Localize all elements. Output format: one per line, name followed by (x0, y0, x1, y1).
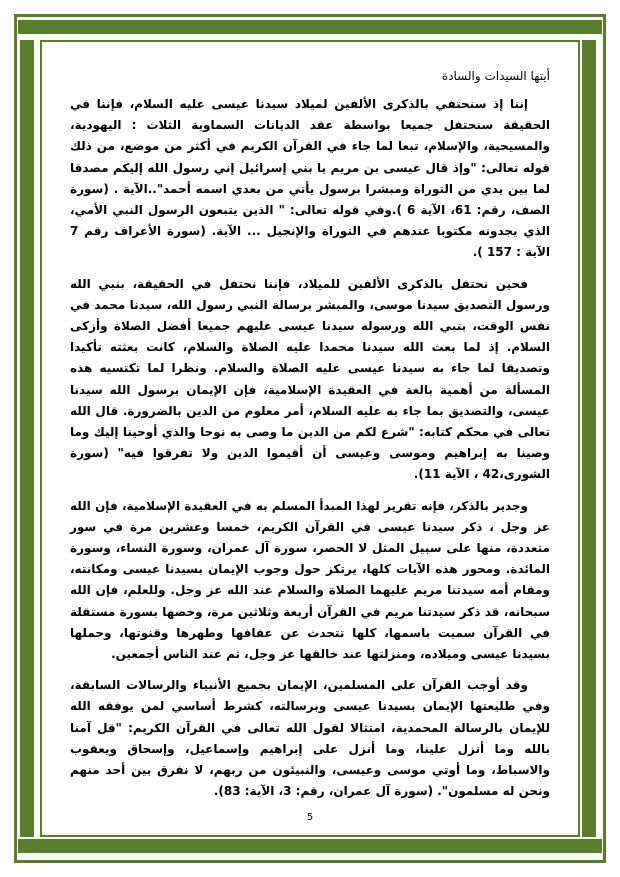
paragraph-4: وقد أوجب القرآن على المسلمين، الإيمان بجميع الأنبياء والرسالات السابقة، وفي طليعتها الإيمان بسيدنا عيسى وبرسالته، كشرط أساسي لمن يوفقه الله للإيمان بالرسالة المحمدية، امتثالا لقول الله تعالى في القرآن الكريم: "قل آمنا بالله وما أنزل علينا، وما أنزل على إبراهيم وإسماعيل، وإسحاق ويعقوب والاسباط، وما أوتي موسى وعيسى، والنبيئون من ربهم، لا نفرق بين أحد منهم ونحن له مسلمون". (سورة آل عمران، رقم: 3، الآية: 83). (70, 678, 550, 799)
greeting: أيتها السيدات والسادة (441, 69, 550, 83)
paragraph-2: فحين نحتفل بالذكرى الألفين للميلاد، فإننا نحتفل في الحقيقة، بنبي الله ورسول التصديق سيدنا موسى، والمبشر برسالة النبي رسول الله، سيدنا محمد في نفس الوقت، بنبي الله ورسوله سيدنا عيسى عليهم جميعا أفضل الصلاة وأزكى السلام. إذ لما بعث الله سيدنا محمدا عليه الصلاة والسلام، كانت بعثته تأكيدا وتصديقا لما جاء به سيدنا عيسى عليه الصلاة والسلام. ونظرا لما تكتسيه هذه المسألة من أهمية بالغة في العقيدة الإسلامية، فإن الإيمان برسول الله سيدنا عيسى، والتصديق بما جاء به عليه السلام، أمر معلوم من الدين بالضرورة. قال الله تعالى في محكم كتابه: "شرع لكم من الدين ما وصى به نوحا والذي أوحينا إليك وما وصينا به إبراهيم وموسى وعيسى أن أقيموا الدين ولا تفرقوا فيه" (سورة الشورى،42 ، الآية 11). (70, 276, 550, 482)
meander-border-right (580, 40, 602, 837)
paragraph-1: إننا إذ سنحتفي بالذكرى الألفين لميلاد سيدنا عيسى عليه السلام، فإننا في الحقيقة سنحتفل جميعا بواسطة عقد الديانات السماوية الثلاث : اليهودية، والمسيحية، والإسلام، تبعا لما جاء في القرآن الكريم في أكثر من موضع، من ذلك قوله تعالى: "وإذ قال عيسى بن مريم يا بني إسرائيل إني رسول الله إليكم مصدقا لما بين يدي من التوراة ومبشرا برسول يأتي من بعدي اسمه أحمد"..الآية . (سورة الصف، رقم: 61، الآية 6 ).وفي قوله تعالى: " الذين يتبعون الرسول النبي الأمي، الذي يجدونه مكتوبا عندهم في التوراة والإنجيل ... الآية. (سورة الأعراف رقم 7 الآية : 157 ). (70, 97, 551, 260)
document-body (70, 66, 550, 826)
meander-border-left (18, 40, 40, 837)
paragraph-3: وجدير بالذكر، فإنه تقرير لهذا المبدأ المسلم به في العقيدة الإسلامية، فإن الله عز وجل ، ذكر سيدنا عيسى في القرآن الكريم، خمسا وعشرين مرة في سور متعددة، منها على سبيل المثل لا الحصر، سورة آل عمران، وسورة النساء، وسورة المائدة. ومحور هذه الآيات كلها، يرتكز حول وجوب الإيمان بسيدنا عيسى ومكانته، ومقام أمه سيدتنا مريم عليهما الصلاة والسلام عند الله عز وجل. وللعلم، فإن الله سبحانه، قد ذكر سيدتنا مريم في القرآن أربعة وثلاثين مرة، وخصها بسورة مستقلة في القرآن سميت باسمها، كلها تتحدث عن عفافها وطهرها وقنوتها، وحملها بسيدنا عيسى وميلاده، ومنزلتها عند خالقها عز وجل، ثم عند الناس أجمعين. (70, 498, 550, 662)
meander-border-top (18, 18, 602, 40)
meander-border-bottom (18, 837, 602, 859)
page-number: 5 (306, 812, 314, 823)
